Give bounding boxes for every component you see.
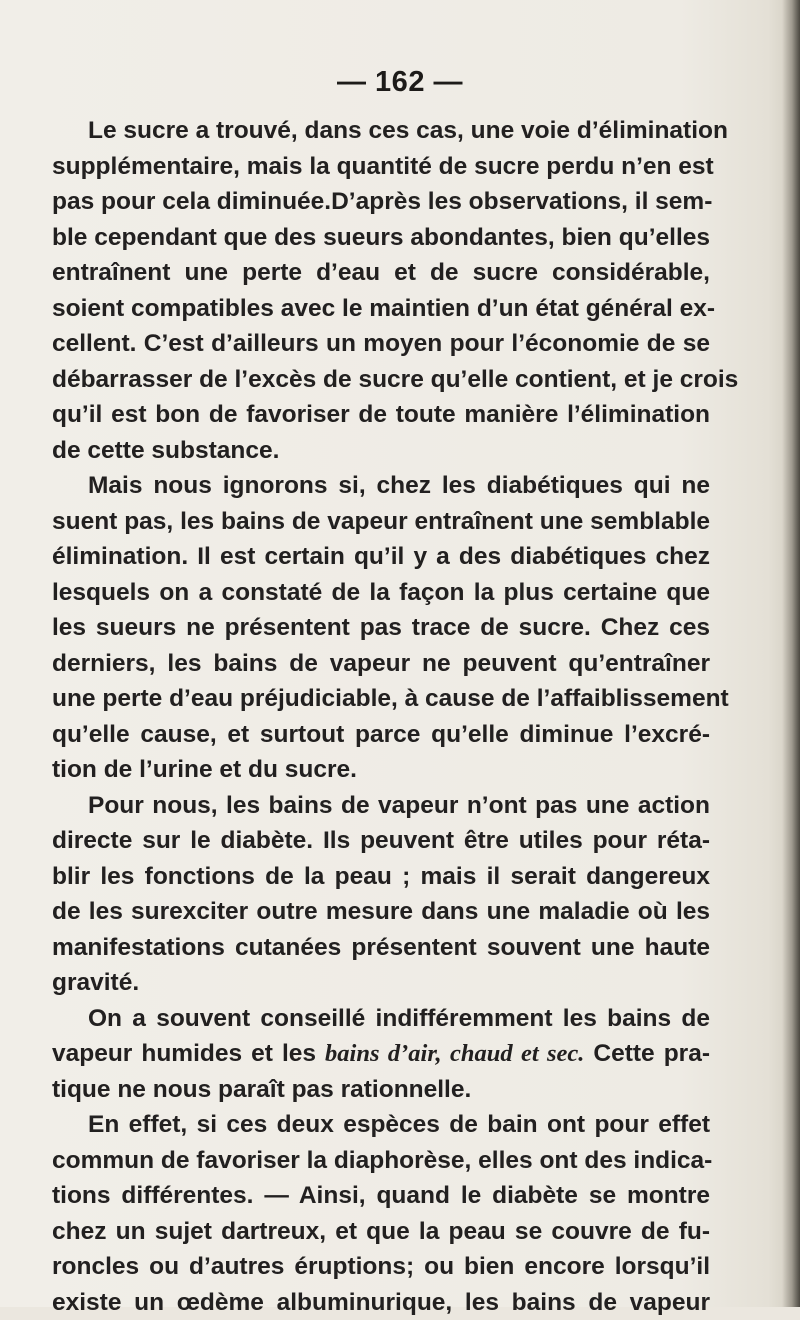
text-line: pas pour cela diminuée.D’après les observations, il sem- [52,184,710,220]
text-line: blir les fonctions de la peau ; mais il serait dangereux [52,859,710,895]
text-line: cellent. C’est d’ailleurs un moyen pour l’économie de se [52,326,710,362]
text-line: commun de favoriser la diaphorèse, elles ont des indica- [52,1143,710,1179]
text-line: ble cependant que des sueurs abondantes, bien qu’elles [52,220,710,256]
text-line: lesquels on a constaté de la façon la plus certaine que [52,575,710,611]
text-line: roncles ou d’autres éruptions; ou bien encore lorsqu’il [52,1249,710,1285]
page-edge-shadow [782,0,800,1307]
paragraph-4 [52,1001,710,1108]
text-line: derniers, les bains de vapeur ne peuvent qu’entraîner [52,646,710,682]
text-line: entraînent une perte d’eau et de sucre considérable, [52,255,710,291]
text-line: qu’elle cause, et surtout parce qu’elle diminue l’excré- [52,717,710,753]
text-line: supplémentaire, mais la quantité de sucre perdu n’en est [52,149,710,185]
text-line: de les surexciter outre mesure dans une maladie où les [52,894,710,930]
text-line: On a souvent conseillé indifféremment les bains de [52,1001,710,1037]
text-line: qu’il est bon de favoriser de toute manière l’élimination [52,397,710,433]
paragraph-5 [52,1107,710,1320]
paragraph-2 [52,468,710,788]
paragraph-1 [52,113,710,468]
text-line: En effet, si ces deux espèces de bain ont pour effet [52,1107,710,1143]
text-segment: vapeur humides et les [52,1040,325,1067]
text-line: Mais nous ignorons si, chez les diabétiques qui ne [52,468,710,504]
text-line: soient compatibles avec le maintien d’un état général ex- [52,291,710,327]
text-segment: Cette pra- [584,1040,710,1067]
paragraph-3 [52,788,710,1001]
text-line: directe sur le diabète. Ils peuvent être utiles pour réta- [52,823,710,859]
text-line: tion de l’urine et du sucre. [52,752,710,788]
text-line: élimination. Il est certain qu’il y a des diabétiques chez [52,539,710,575]
text-line: une perte d’eau préjudiciable, à cause de l’affaiblissement [52,681,710,717]
text-line: tions différentes. — Ainsi, quand le diabète se montre [52,1178,710,1214]
text-line: débarrasser de l’excès de sucre qu’elle contient, et je crois [52,362,710,398]
text-line: gravité. [52,965,710,1001]
body-text [52,113,710,1320]
text-line: suent pas, les bains de vapeur entraînent une semblable [52,504,710,540]
page-number: — 162 — [0,66,800,99]
text-line: Le sucre a trouvé, dans ces cas, une voie d’élimination [52,113,710,149]
text-line: chez un sujet dartreux, et que la peau se couvre de fu- [52,1214,710,1250]
italic-text: bains d’air, chaud et sec. [325,1040,584,1067]
text-line: les sueurs ne présentent pas trace de sucre. Chez ces [52,610,710,646]
text-line: existe un œdème albuminurique, les bains de vapeur [52,1285,710,1320]
text-line: manifestations cutanées présentent souvent une haute [52,930,710,966]
text-line [52,1036,710,1072]
text-line: Pour nous, les bains de vapeur n’ont pas une action [52,788,710,824]
text-line: tique ne nous paraît pas rationnelle. [52,1072,710,1108]
text-line: de cette substance. [52,433,710,469]
